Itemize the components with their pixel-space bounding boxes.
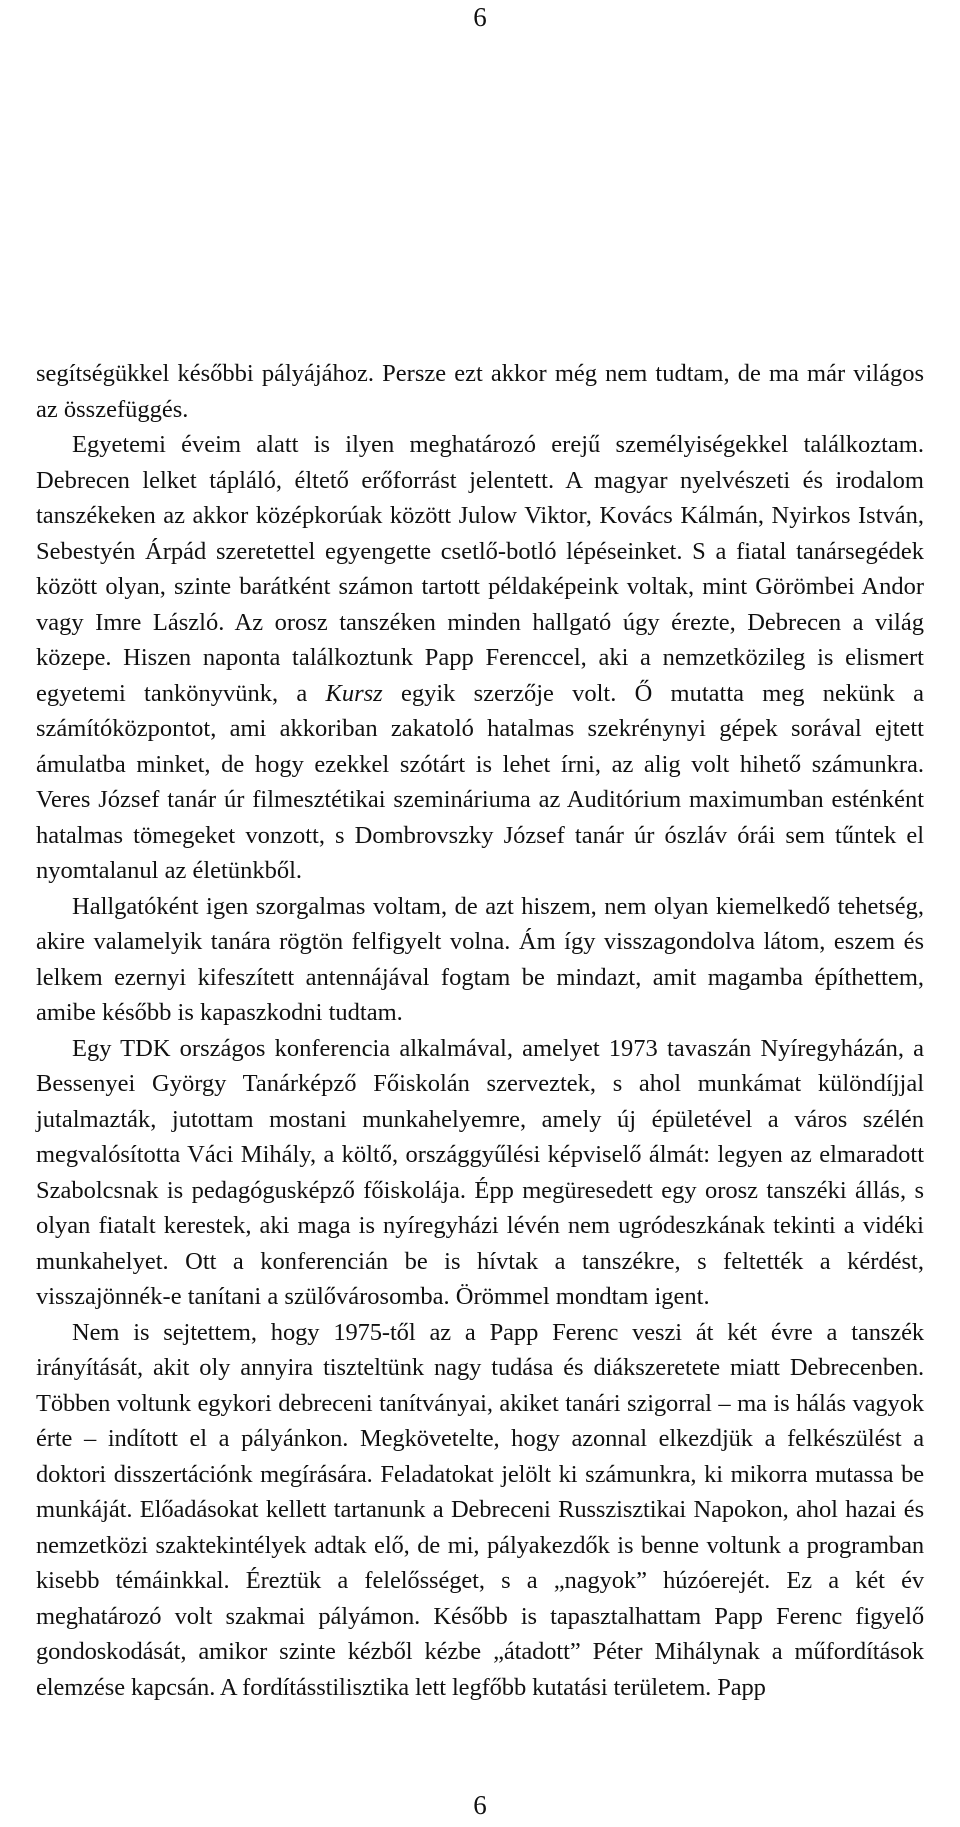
paragraph-2-run-1: Egyetemi éveim alatt is ilyen meghatározó erejű személyiségekkel találkoztam. Debrecen lelket tápláló, éltető erőforrást jelentett. A magyar nyelvészeti és irodalom tanszékeken az akkor középkorúak között Julow Viktor, Kovács Kálmán, Nyirkos István, Sebestyén Árpád szeretettel egyengette csetlő-botló lépéseinket. S a fiatal tanársegédek között olyan, szinte barátként számon tartott példaképeink voltak, mint Görömbei Andor vagy Imre László. Az orosz tanszéken minden hallgató úgy érezte, Debrecen a világ közepe. Hiszen naponta találkoztunk Papp Ferenccel, aki a nemzetközileg is elismert egyetemi tankönyvünk, a	[36, 431, 924, 707]
paragraph-2-run-3: egyik szerzője volt. Ő mutatta meg nekünk a számítóközpontot, ami akkoriban zakatoló hatalmas szekrénynyi gépek sorával ejtett ámulatba minket, de hogy ezekkel szótárt is lehet írni, az alig volt hihető számunkra. Veres József tanár úr filmesztétikai szemináriuma az Auditórium maximumban esténként hatalmas tömegeket vonzott, s Dombrovszky József tanár úr ószláv órái sem tűntek el nyomtalanul az életünkből.	[36, 679, 924, 884]
paragraph-5: Nem is sejtettem, hogy 1975-től az a Papp Ferenc veszi át két évre a tanszék irányítását, akit oly annyira tiszteltünk nagy tudása és diákszeretete miatt Debrecenben. Többen voltunk egykori debreceni tanítványai, akiket tanári szigorral – ma is hálás vagyok érte – indított el a pályánkon. Megkövetelte, hogy azonnal elkezdjük a felkészülést a doktori disszertációnk megírására. Feladatokat jelölt ki számunkra, ki mikorra mutassa be munkáját. Előadásokat kellett tartanunk a Debreceni Russzisztikai Napokon, ahol hazai és nemzetközi szaktekintélyek adtak elő, de mi, pályakezdők is benne voltunk a programban kisebb témáinkkal. Éreztük a felelősséget, s a „nagyok” húzóerejét. Ez a két év meghatározó volt szakmai pályámon. Később is tapasztalhattam Papp Ferenc figyelő gondoskodását, amikor szinte kézből kézbe „átadott” Péter Mihálynak a műfordítások elemzése kapcsán. A fordításstilisztika lett legfőbb kutatási területem. Papp	[36, 1318, 924, 1701]
page-number-bottom: 6	[473, 1790, 487, 1820]
paragraph-2	[36, 427, 924, 889]
paragraph-3: Hallgatóként igen szorgalmas voltam, de azt hiszem, nem olyan kiemelkedő tehetség, akire valamelyik tanára rögtön felfigyelt volna. Ám így visszagondolva látom, eszem és lelkem ezernyi kifeszített antennájával fogtam be mindazt, amit magamba építhettem, amibe később is kapaszkodni tudtam.	[36, 892, 924, 1026]
page-number-top: 6	[473, 2, 487, 32]
paragraph-4: Egy TDK országos konferencia alkalmával, amelyet 1973 tavaszán Nyíregyházán, a Bessenyei György Tanárképző Főiskolán szerveztek, s ahol munkámat különdíjjal jutalmazták, jutottam mostani munkahelyemre, amely új épületével a város szélén megvalósította Váci Mihály, a költő, országgyűlési képviselő álmát: legyen az elmaradott Szabolcsnak is pedagógusképző főiskolája. Épp megüresedett egy orosz tanszéki állás, s olyan fiatalt kerestek, aki maga is nyíregyházi lévén nem ugródeszkának tekinti a vidéki munkahelyet. Ott a konferencián be is hívtak a tanszékre, s feltették a kérdést, visszajönnék-e tanítani a szülővárosomba. Örömmel mondtam igent.	[36, 1034, 924, 1310]
body-text	[36, 356, 924, 1705]
kursz-title: Kursz	[325, 679, 383, 707]
paragraph-1: segítségükkel későbbi pályájához. Persze ezt akkor még nem tudtam, de ma már világos az összefüggés.	[36, 360, 924, 423]
